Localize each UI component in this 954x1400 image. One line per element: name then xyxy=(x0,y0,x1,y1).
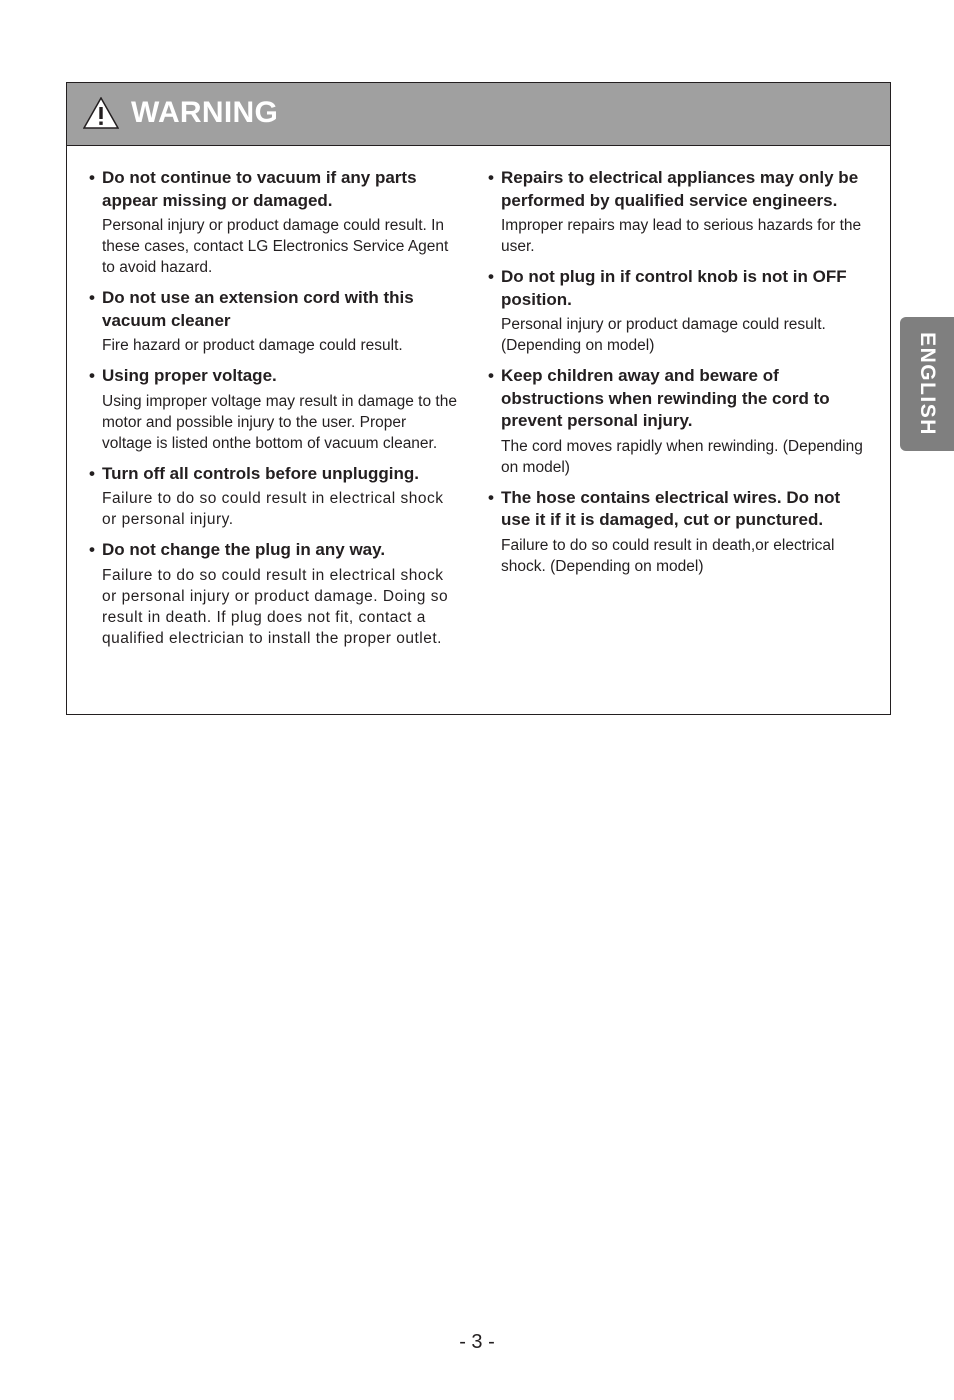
warning-header xyxy=(67,83,890,146)
item-body: Improper repairs may lead to serious hazards for the user. xyxy=(501,217,862,255)
warning-item xyxy=(488,167,874,257)
item-title: Using proper voltage. xyxy=(102,366,277,385)
item-body: Using improper voltage may result in damage to the motor and possible injury to the user. Proper voltage is listed onthe bottom of vacuum cleaner. xyxy=(102,392,457,452)
item-title: Do not use an extension cord with this vacuum cleaner xyxy=(102,288,414,330)
warning-item xyxy=(89,463,459,531)
item-title: The hose contains electrical wires. Do not use it if it is damaged, cut or punctured. xyxy=(501,487,841,529)
bullet: • xyxy=(488,366,494,385)
item-body: The cord moves rapidly when rewinding. (Depending on model) xyxy=(501,437,863,476)
item-body: Personal injury or product damage could result. In these cases, contact LG Electronics Service Agent to avoid hazard. xyxy=(102,217,449,276)
warning-box xyxy=(66,82,891,715)
item-title: Turn off all controls before unplugging. xyxy=(102,463,419,483)
left-column xyxy=(89,167,459,658)
bullet: • xyxy=(89,168,95,187)
warning-item xyxy=(488,365,874,478)
right-column xyxy=(488,167,874,586)
item-title: Do not plug in if control knob is not in OFF position. xyxy=(501,267,847,309)
item-body: Failure to do so could result in electrical shock or personal injury. xyxy=(102,490,444,528)
item-title: Repairs to electrical appliances may only be performed by qualified service engineers. xyxy=(501,168,859,210)
language-tab xyxy=(900,317,954,451)
page-number: - 3 - xyxy=(459,1331,495,1353)
warning-item xyxy=(488,266,874,356)
warning-triangle-icon xyxy=(83,97,119,129)
warning-item xyxy=(488,487,874,577)
bullet: • xyxy=(488,487,494,507)
bullet: • xyxy=(488,267,494,286)
item-title: Do not change the plug in any way. xyxy=(102,540,386,559)
warning-item xyxy=(89,167,459,278)
warning-item xyxy=(89,365,459,454)
bullet: • xyxy=(89,463,95,483)
bullet: • xyxy=(89,540,95,559)
item-body: Failure to do so could result in electrical shock or personal injury or product damage. Doing so result in death. If plug does not fit, contact a qualified electrician to install the proper outlet. xyxy=(102,566,449,647)
bullet: • xyxy=(488,168,494,187)
bullet: • xyxy=(89,366,95,385)
warning-title: WARNING xyxy=(131,96,279,129)
warning-item xyxy=(89,539,459,649)
item-title: Do not continue to vacuum if any parts appear missing or damaged. xyxy=(102,168,417,210)
language-tab-label: ENGLISH xyxy=(916,332,939,436)
item-body: Failure to do so could result in death,or electrical shock. (Depending on model) xyxy=(501,536,835,575)
bullet: • xyxy=(89,288,95,307)
warning-item xyxy=(89,287,459,356)
item-body: Fire hazard or product damage could result. xyxy=(102,337,403,354)
item-title: Keep children away and beware of obstructions when rewinding the cord to prevent personal injury. xyxy=(501,366,830,430)
item-body: Personal injury or product damage could result. (Depending on model) xyxy=(501,316,826,354)
